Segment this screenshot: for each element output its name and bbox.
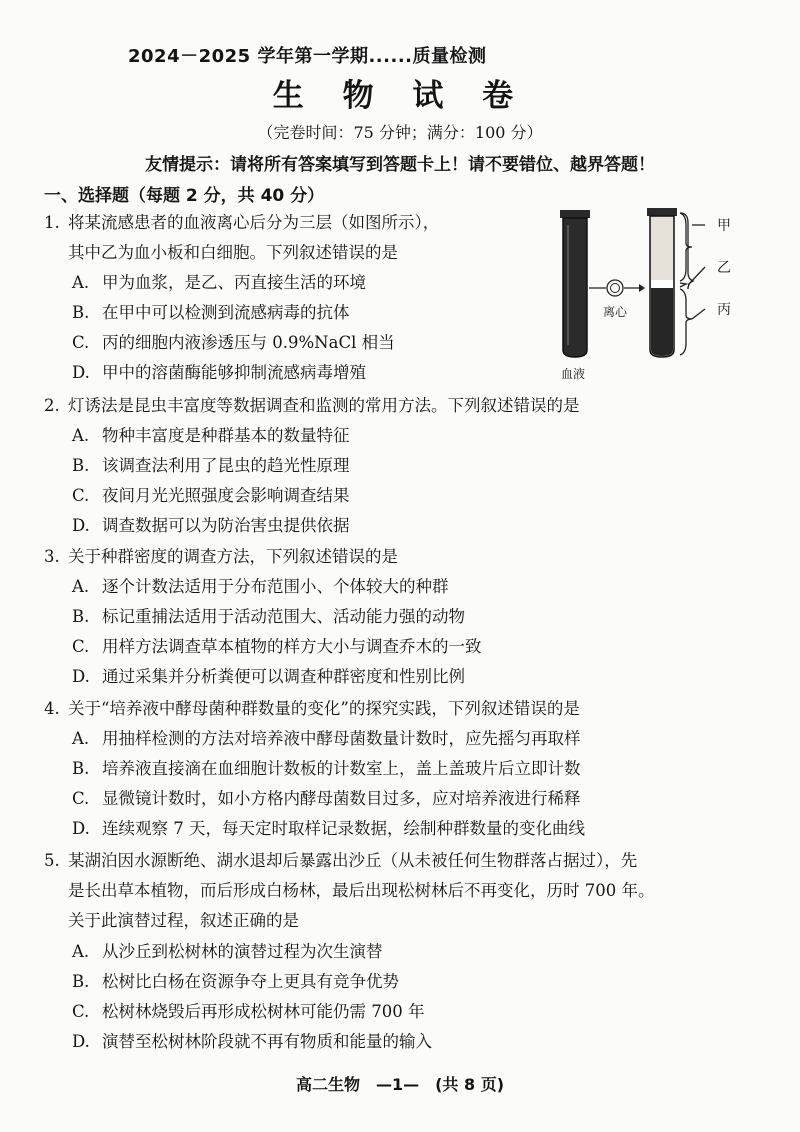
label-blood: 血液 [561, 367, 586, 381]
exam-header: 2024－2025 学年第一学期......质量检测 [128, 46, 487, 67]
question-1-stem-line2: 其中乙为血小板和白细胞。下列叙述错误的是 [68, 243, 398, 262]
q4-option-d: D. 连续观察 7 天，每天定时取样记录数据，绘制种群数量的变化曲线 [72, 819, 585, 838]
label-yi: 乙 [717, 260, 731, 276]
label-bing: 丙 [717, 302, 731, 318]
question-number: 1. [44, 213, 60, 232]
test-tube-diagram [555, 205, 765, 380]
question-3-stem: 3. 关于种群密度的调查方法，下列叙述错误的是 [44, 547, 398, 566]
question-1-stem: 1. 将某流感患者的血液离心后分为三层（如图所示）， [44, 213, 440, 232]
exam-meta: （完卷时间：75 分钟；满分：100 分） [257, 123, 543, 142]
question-5-stem-line2: 是长出草本植物，而后形成白杨林，最后出现松树林后不再变化，历时 700 年。 [68, 881, 655, 900]
q5-option-b: B. 松树比白杨在资源争夺上更具有竞争优势 [72, 972, 399, 991]
q5-option-d: D. 演替至松树林阶段就不再有物质和能量的输入 [72, 1032, 432, 1051]
question-5-stem-line3: 关于此演替过程，叙述正确的是 [68, 911, 299, 930]
q3-option-a: A. 逐个计数法适用于分布范围小、个体较大的种群 [72, 577, 449, 596]
label-jia: 甲 [717, 218, 731, 234]
q1-option-a: A. 甲为血浆，是乙、丙直接生活的环境 [72, 273, 366, 292]
q5-option-a: A. 从沙丘到松树林的演替过程为次生演替 [72, 942, 383, 961]
question-5-stem: 5. 某湖泊因水源断绝、湖水退却后暴露出沙丘（从未被任何生物群落占据过），先 [44, 851, 638, 870]
q3-option-d: D. 通过采集并分析粪便可以调查种群密度和性别比例 [72, 667, 465, 686]
q4-option-c: C. 显微镜计数时，如小方格内酵母菌数目过多，应对培养液进行稀释 [72, 789, 581, 808]
q1-option-c: C. 丙的细胞内液渗透压与 0.9%NaCl 相当 [72, 333, 395, 352]
q1-option-d: D. 甲中的溶菌酶能够抑制流感病毒增殖 [72, 363, 366, 382]
q3-option-b: B. 标记重捕法适用于活动范围大、活动能力强的动物 [72, 607, 465, 626]
page-footer: 高二生物 —1— (共 8 页) [295, 1075, 505, 1094]
section-title: 一、选择题（每题 2 分，共 40 分） [44, 186, 325, 206]
q4-option-a: A. 用抽样检测的方法对培养液中酵母菌数量计数时，应先摇匀再取样 [72, 729, 581, 748]
centrifuge-figure [555, 205, 765, 384]
q2-option-a: A. 物种丰富度是种群基本的数量特征 [72, 426, 350, 445]
q1-option-b: B. 在甲中可以检测到流感病毒的抗体 [72, 303, 350, 322]
q2-option-d: D. 调查数据可以为防治害虫提供依据 [72, 516, 350, 535]
question-4-stem: 4. 关于“培养液中酵母菌种群数量的变化”的探究实践，下列叙述错误的是 [44, 699, 580, 718]
page-title: 生 物 试 卷 [272, 78, 528, 114]
q4-option-b: B. 培养液直接滴在血细胞计数板的计数室上，盖上盖玻片后立即计数 [72, 759, 581, 778]
friendly-tip: 友情提示：请将所有答案填写到答题卡上！请不要错位、越界答题！ [145, 155, 655, 175]
q2-option-b: B. 该调查法利用了昆虫的趋光性原理 [72, 456, 350, 475]
q3-option-c: C. 用样方法调查草本植物的样方大小与调查乔木的一致 [72, 637, 482, 656]
q2-option-c: C. 夜间月光光照强度会影响调查结果 [72, 486, 350, 505]
label-centrifuge: 离心 [603, 305, 628, 319]
question-2-stem: 2. 灯诱法是昆虫丰富度等数据调查和监测的常用方法。下列叙述错误的是 [44, 396, 580, 415]
q5-option-c: C. 松树林烧毁后再形成松树林可能仍需 700 年 [72, 1002, 425, 1021]
